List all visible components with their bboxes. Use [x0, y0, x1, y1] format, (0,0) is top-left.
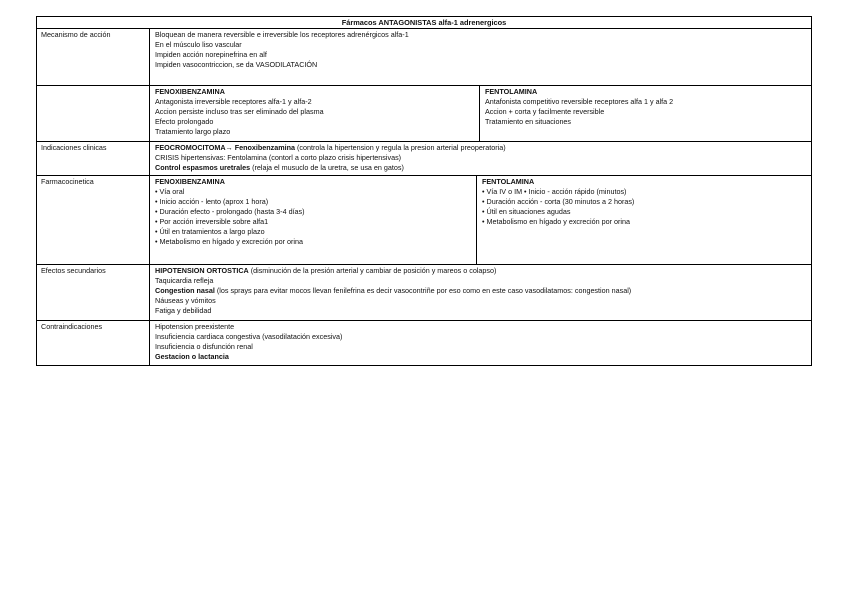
fentolamina-line: Accion + corta y facilmente reversible	[485, 107, 605, 116]
mecanismo-content	[150, 29, 811, 85]
fenoxibenzamina-title: FENOXIBENZAMINA	[155, 87, 225, 96]
efectos-line-1	[155, 266, 806, 276]
fentolamina-farmaco	[477, 176, 811, 264]
farmaco-left-line: • Vía oral	[155, 187, 185, 196]
farmaco-right-line: • Útil en situaciones agudas	[482, 207, 571, 216]
row-label-farmacocinetica: Farmacocinetica	[37, 176, 150, 264]
contraindicaciones-content	[150, 321, 811, 365]
indicaciones-line-2: CRISIS hipertensivas: Fentolamina (contorl a corto plazo crisis hipertensivas)	[155, 153, 402, 162]
mecanismo-line: En el músculo liso vascular	[155, 40, 242, 49]
farmaco-left-line: • Inicio acción - lento (aprox 1 hora)	[155, 197, 269, 206]
congestion-text: Congestion nasal	[155, 286, 215, 295]
fentolamina-line: Tratamiento en situaciones	[485, 117, 572, 126]
table-title: Fármacos ANTAGONISTAS alfa-1 adrenergicos	[341, 18, 507, 27]
comparacion-row	[37, 85, 811, 141]
contra-line-bold: Gestacion o lactancia	[155, 352, 229, 361]
fenoxibenzamina-mecanismo	[150, 86, 480, 141]
farmaco-left-title: FENOXIBENZAMINA	[155, 177, 225, 186]
fenoxibenzamina-line: Efecto prolongado	[155, 117, 214, 126]
contra-line: Insuficiencia cardiaca congestiva (vasodilatación excesiva)	[155, 332, 343, 341]
row-label-indicaciones: Indicaciones clinicas	[37, 142, 150, 175]
hipotension-detail: (disminución de la presión arterial y cambiar de posición y mareos o colapso)	[248, 266, 497, 275]
indicaciones-line-1	[155, 143, 806, 153]
farmacocinetica-split	[150, 176, 811, 264]
farmaco-right-line: • Duración acción - corta (30 minutos a 2 horas)	[482, 197, 635, 206]
farmaco-right-title: FENTOLAMINA	[482, 177, 535, 186]
efectos-content	[150, 265, 811, 320]
efectos-line-4: Náuseas y vómitos	[155, 296, 216, 305]
espasmos-detail: (relaja el musuclo de la uretra, se usa en gatos)	[250, 163, 404, 172]
row-label-contraindicaciones: Contraindicaciones	[37, 321, 150, 365]
table-title-row	[37, 17, 811, 28]
fenoxibenzamina-farmaco	[150, 176, 477, 264]
indicaciones-line-3	[155, 163, 806, 173]
mecanismo-line: Impiden acción norepinefrina en alf	[155, 50, 267, 59]
farmaco-left-line: • Útil en tratamientos a largo plazo	[155, 227, 265, 236]
farmaco-right-line: • Metabolismo en hígado y excreción por orina	[482, 217, 630, 226]
mecanismo-line: Impiden vasocontriccion, se da VASODILATACIÓN	[155, 60, 318, 69]
fentolamina-mecanismo	[480, 86, 811, 141]
row-label-efectos: Efectos secundarios	[37, 265, 150, 320]
indicaciones-content	[150, 142, 811, 175]
indicaciones-row	[37, 141, 811, 175]
mecanismo-line: Bloquean de manera reversible e irreversible los receptores adrenérgicos alfa-1	[155, 30, 409, 39]
farmacocinetica-row	[37, 175, 811, 264]
indicaciones-detail: (controla la hipertension y regula la presion arterial preoperatoria)	[295, 143, 506, 152]
fentolamina-line: Antafonista competitivo reversible receptores alfa 1 y alfa 2	[485, 97, 674, 106]
fenoxibenzamina-line: Accion persiste incluso tras ser eliminado del plasma	[155, 107, 324, 116]
efectos-line-2: Taquicardia refleja	[155, 276, 214, 285]
feocromocitoma-text: FEOCROMOCITOMA	[155, 143, 226, 152]
efectos-line-3	[155, 286, 806, 296]
comparacion-split	[150, 86, 811, 141]
efectos-line-5: Fatiga y debilidad	[155, 306, 212, 315]
espasmos-text: Control espasmos uretrales	[155, 163, 251, 172]
farmaco-left-line: • Metabolismo en hígado y excreción por orina	[155, 237, 303, 246]
arrow-icon: →	[225, 143, 233, 152]
row-label-empty	[37, 86, 150, 141]
farmaco-left-line: • Duración efecto - prolongado (hasta 3-4 días)	[155, 207, 305, 216]
fentolamina-title: FENTOLAMINA	[485, 87, 538, 96]
farmaco-left-line: • Por acción irreversible sobre alfa1	[155, 217, 269, 226]
fenoxibenzamina-line: Antagonista irreversible receptores alfa-1 y alfa-2	[155, 97, 312, 106]
efectos-row	[37, 264, 811, 320]
row-label-mecanismo: Mecanismo de acción	[37, 29, 150, 85]
contra-line: Hipotension preexistente	[155, 322, 235, 331]
contraindicaciones-row	[37, 320, 811, 365]
contra-line: Insuficiencia o disfunción renal	[155, 342, 253, 351]
antagonistas-table	[36, 16, 812, 366]
hipotension-text: HIPOTENSION ORTOSTICA	[155, 266, 249, 275]
fenoxibenzamina-text: Fenoxibenzamina	[234, 143, 296, 152]
mecanismo-row	[37, 28, 811, 85]
fenoxibenzamina-line: Tratamiento largo plazo	[155, 127, 231, 136]
congestion-detail: (los sprays para evitar mocos llevan fenilefrina es decir vasocontriñe por eso como en este caso vasodilatamos: congestion nasal)	[214, 286, 632, 295]
farmaco-right-line: • Vía IV o IM • Inicio - acción rápido (minutos)	[482, 187, 627, 196]
